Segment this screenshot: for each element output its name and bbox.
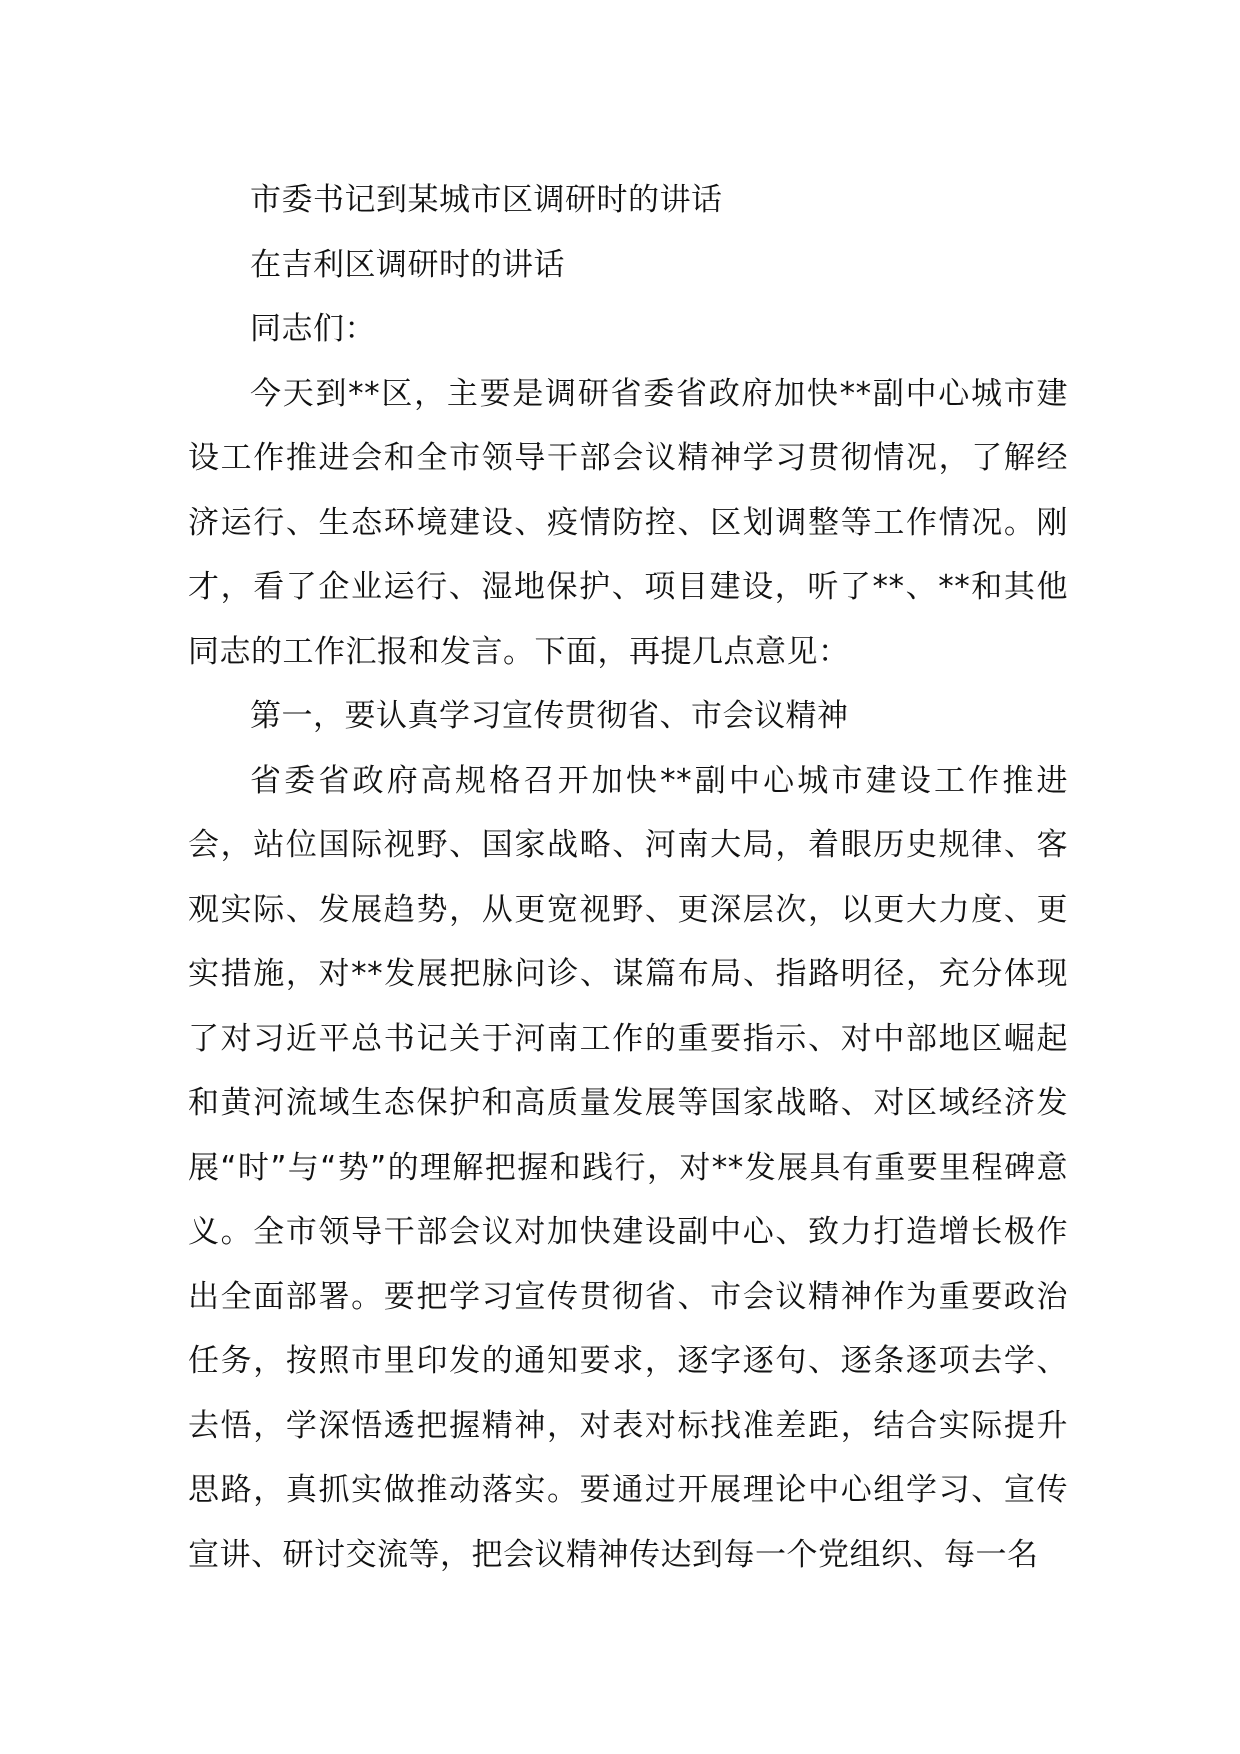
body-paragraph-intro: 今天到**区，主要是调研省委省政府加快**副中心城市建设工作推进会和全市领导干部会议精神学习贯彻情况，了解经济运行、生态环境建设、疫情防控、区划调整等工作情况。刚才，看了企业运行、湿地保护、项目建设，听了**、**和其他同志的工作汇报和发言。下面，再提几点意见： xyxy=(188,375,1068,670)
section-heading-1: 第一，要认真学习宣传贯彻省、市会议精神 xyxy=(250,698,849,734)
body-paragraph-section-1: 省委省政府高规格召开加快**副中心城市建设工作推进会，站位国际视野、国家战略、河南大局，着眼历史规律、客观实际、发展趋势，从更宽视野、更深层次，以更大力度、更实措施，对**发展把脉问诊、谋篇布局、指路明径，充分体现了对习近平总书记关于河南工作的重要指示、对中部地区崛起和黄河流域生态保护和高质量发展等国家战略、对区域经济发展“时”与“势”的理解把握和践行，对**发展具有重要里程碑意义。全市领导干部会议对加快建设副中心、致力打造增长极作出全面部署。要把学习宣传贯彻省、市会议精神作为重要政治任务，按照市里印发的通知要求，逐字逐句、逐条逐项去学、去悟，学深悟透把握精神，对表对标找准差距，结合实际提升思路，真抓实做推动落实。要通过开展理论中心组学习、宣传宣讲、研讨交流等，把会议精神传达到每一个党组织、每一名 xyxy=(188,762,1068,1573)
document-subtitle: 在吉利区调研时的讲话 xyxy=(250,246,565,283)
salutation: 同志们： xyxy=(250,311,376,347)
document-body xyxy=(188,168,1068,1587)
document-title: 市委书记到某城市区调研时的讲话 xyxy=(250,182,723,218)
